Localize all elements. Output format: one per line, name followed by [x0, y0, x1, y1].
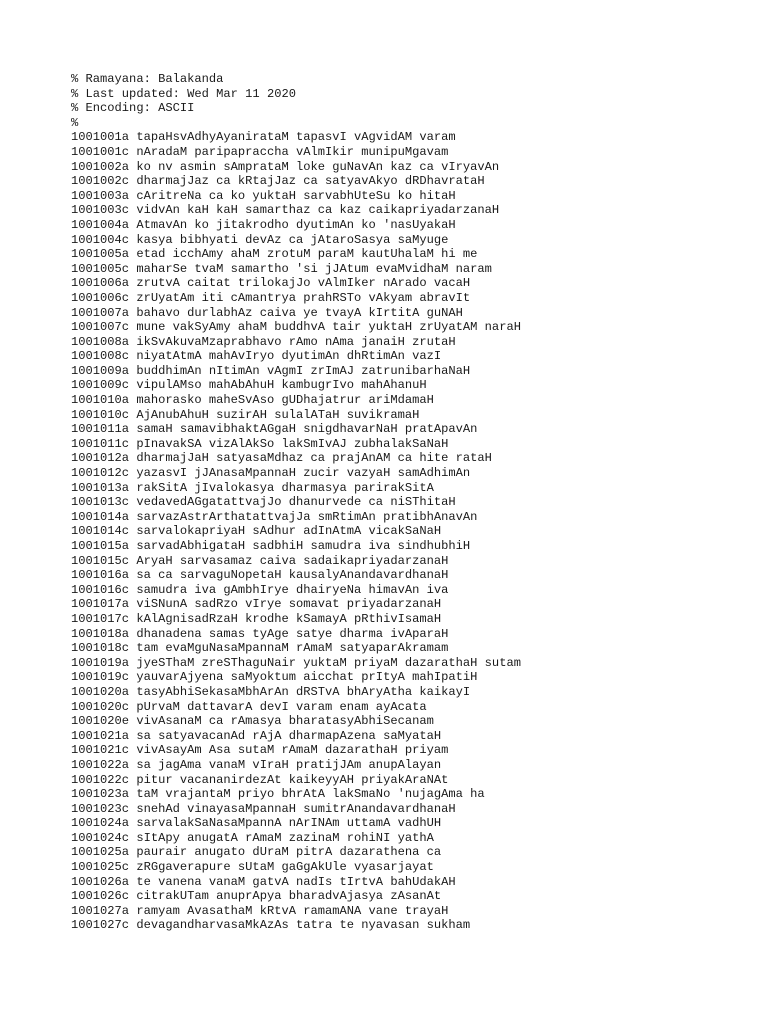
verse-line: 1001025c zRGgaverapure sUtaM gaGgAkUle vyasarjayat: [71, 860, 434, 875]
header-encoding-line: % Encoding: ASCII: [71, 101, 195, 116]
verse-line: 1001013a rakSitA jIvalokasya dharmasya parirakSitA: [71, 480, 434, 495]
verse-line: 1001018c tam evaMguNasaMpannaM rAmaM satyaparAkramam: [71, 641, 449, 656]
verse-line: 1001006a zrutvA caitat trilokajJo vAlmIker nArado vacaH: [71, 276, 471, 291]
verse-line: 1001002a ko nv asmin sAmprataM loke guNavAn kaz ca vIryavAn: [71, 159, 500, 174]
verse-line: 1001001a tapaHsvAdhyAyanirataM tapasvI vAgvidAM varam: [71, 130, 456, 145]
verse-line: 1001006c zrUyatAm iti cAmantrya prahRSTo vAkyam abravIt: [71, 290, 471, 305]
verse-line: 1001017c kAlAgnisadRzaH krodhe kSamayA pRthivIsamaH: [71, 611, 442, 626]
verse-line: 1001012c yazasvI jJAnasaMpannaH zucir vazyaH samAdhimAn: [71, 466, 471, 481]
verse-line: 1001017a viSNunA sadRzo vIrye somavat priyadarzanaH: [71, 597, 442, 612]
verse-line: 1001015c AryaH sarvasamaz caiva sadaikapriyadarzanaH: [71, 553, 449, 568]
verse-line: 1001019a jyeSThaM zreSThaguNair yuktaM priyaM dazarathaH sutam: [71, 655, 521, 670]
verse-line: 1001016a sa ca sarvaguNopetaH kausalyAnandavardhanaH: [71, 568, 449, 583]
verse-line: 1001011c pInavakSA vizAlAkSo lakSmIvAJ zubhalakSaNaH: [71, 436, 449, 451]
header-updated-line: % Last updated: Wed Mar 11 2020: [71, 86, 296, 101]
verse-line: 1001026a te vanena vanaM gatvA nadIs tIrtvA bahUdakAH: [71, 874, 456, 889]
verse-line: 1001009a buddhimAn nItimAn vAgmI zrImAJ zatrunibarhaNaH: [71, 363, 471, 378]
verse-line: 1001027c devagandharvasaMkAzAs tatra te nyavasan sukham: [71, 918, 471, 933]
verse-line: 1001024c sItApy anugatA rAmaM zazinaM rohiNI yathA: [71, 830, 434, 845]
verse-line: 1001007c mune vakSyAmy ahaM buddhvA tair yuktaH zrUyatAM naraH: [71, 320, 521, 335]
verse-line: 1001012a dharmajJaH satyasaMdhaz ca prajAnAM ca hite rataH: [71, 451, 492, 466]
header-separator-line: %: [71, 115, 79, 130]
verse-line: 1001013c vedavedAGgatattvajJo dhanurvede ca niSThitaH: [71, 495, 456, 510]
verse-line: 1001022a sa jagAma vanaM vIraH pratijJAm anupAlayan: [71, 757, 442, 772]
verse-line: 1001023c snehAd vinayasaMpannaH sumitrAnandavardhanaH: [71, 801, 456, 816]
verse-line: 1001021c vivAsayAm Asa sutaM rAmaM dazarathaH priyam: [71, 743, 449, 758]
header-title-line: % Ramayana: Balakanda: [71, 72, 224, 86]
verse-line: 1001023a taM vrajantaM priyo bhrAtA lakSmaNo 'nujagAma ha: [71, 787, 485, 802]
verse-line: 1001014a sarvazAstrArthatattvajJa smRtimAn pratibhAnavAn: [71, 509, 478, 524]
verse-line: 1001024a sarvalakSaNasaMpannA nArINAm uttamA vadhUH: [71, 816, 442, 831]
verse-line: 1001002c dharmajJaz ca kRtajJaz ca satyavAkyo dRDhavrataH: [71, 174, 485, 189]
document-header: [71, 72, 760, 130]
verse-line: 1001005c maharSe tvaM samartho 'si jJAtum evaMvidhaM naram: [71, 261, 492, 276]
verse-line: 1001004a AtmavAn ko jitakrodho dyutimAn ko 'nasUyakaH: [71, 217, 456, 232]
verse-line: 1001020c pUrvaM dattavarA devI varam enam ayAcata: [71, 699, 427, 714]
verse-line: 1001003a cAritreNa ca ko yuktaH sarvabhUteSu ko hitaH: [71, 188, 456, 203]
verse-line: 1001001c nAradaM paripapraccha vAlmIkir munipuMgavam: [71, 144, 449, 159]
verse-line: 1001004c kasya bibhyati devAz ca jAtaroSasya saMyuge: [71, 232, 449, 247]
verse-line: 1001025a paurair anugato dUraM pitrA dazarathena ca: [71, 845, 442, 860]
verse-line: 1001027a ramyam AvasathaM kRtvA ramamANA vane trayaH: [71, 903, 449, 918]
verse-line: 1001020a tasyAbhiSekasaMbhArAn dRSTvA bhAryAtha kaikayI: [71, 684, 471, 699]
verse-line: 1001019c yauvarAjyena saMyoktum aicchat prItyA mahIpatiH: [71, 670, 478, 685]
verse-line: 1001005a etad icchAmy ahaM zrotuM paraM kautUhalaM hi me: [71, 247, 478, 262]
verse-line: 1001008c niyatAtmA mahAvIryo dyutimAn dhRtimAn vazI: [71, 349, 442, 364]
verse-line: 1001022c pitur vacananirdezAt kaikeyyAH priyakAraNAt: [71, 772, 449, 787]
verse-line: 1001014c sarvalokapriyaH sAdhur adInAtmA vicakSaNaH: [71, 524, 442, 539]
verse-line: 1001021a sa satyavacanAd rAjA dharmapAzena saMyataH: [71, 728, 442, 743]
verse-line: 1001018a dhanadena samas tyAge satye dharma ivAparaH: [71, 626, 449, 641]
verse-line: 1001015a sarvadAbhigataH sadbhiH samudra iva sindhubhiH: [71, 539, 471, 553]
verse-line: 1001009c vipulAMso mahAbAhuH kambugrIvo mahAhanuH: [71, 378, 427, 393]
document-page: [71, 72, 760, 933]
verse-line: 1001010c AjAnubAhuH suzirAH sulalATaH suvikramaH: [71, 407, 420, 422]
verse-line: 1001008a ikSvAkuvaMzaprabhavo rAmo nAma janaiH zrutaH: [71, 334, 456, 349]
verse-list: [71, 130, 760, 933]
verse-line: 1001016c samudra iva gAmbhIrye dhairyeNa himavAn iva: [71, 582, 449, 597]
verse-line: 1001003c vidvAn kaH kaH samarthaz ca kaz caikapriyadarzanaH: [71, 203, 500, 218]
verse-line: 1001007a bahavo durlabhAz caiva ye tvayA kIrtitA guNAH: [71, 305, 463, 320]
verse-line: 1001026c citrakUTam anuprApya bharadvAjasya zAsanAt: [71, 889, 442, 904]
verse-line: 1001011a samaH samavibhaktAGgaH snigdhavarNaH pratApavAn: [71, 422, 478, 437]
verse-line: 1001010a mahorasko maheSvAso gUDhajatrur ariMdamaH: [71, 393, 434, 408]
verse-line: 1001020e vivAsanaM ca rAmasya bharatasyAbhiSecanam: [71, 714, 434, 729]
